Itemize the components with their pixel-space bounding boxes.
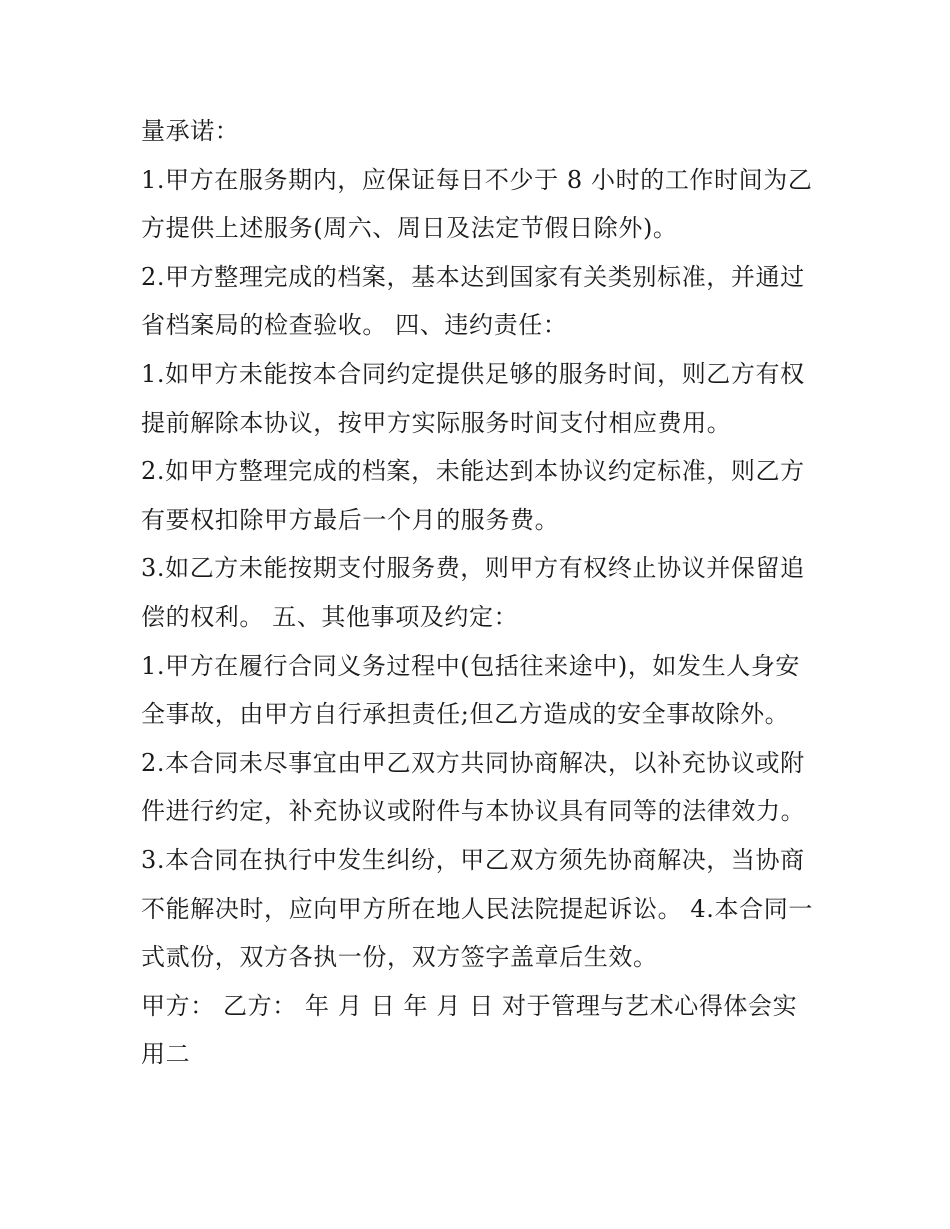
paragraph-signature: 甲方： 乙方： 年 月 日 年 月 日 对于管理与艺术心得体会实用二 — [141, 991, 798, 1069]
paragraph-other-1: 1.甲方在履行合同义务过程中(包括往来途中)，如发生人身安全事故，由甲方自行承担责任;但乙方造成的安全事故除外。 — [141, 651, 801, 729]
document-body — [141, 107, 821, 1079]
paragraph-service-hours: 1.甲方在服务期内，应保证每日不少于 8 小时的工作时间为乙方提供上述服务(周六、周日及法定节假日除外)。 — [141, 165, 813, 243]
paragraph-archive-standard: 2.甲方整理完成的档案，基本达到国家有关类别标准，并通过省档案局的检查验收。 四、违约责任： — [141, 262, 805, 340]
paragraph-breach-2: 2.如甲方整理完成的档案，未能达到本协议约定标准，则乙方有要权扣除甲方最后一个月的服务费。 — [141, 457, 805, 534]
paragraph-other-2: 2.本合同未尽事宜由甲乙双方共同协商解决，以补充协议或附件进行约定，补充协议或附件与本协议具有同等的法律效力。 — [141, 748, 806, 826]
paragraph-commitment-heading: 量承诺： — [141, 117, 240, 145]
paragraph-other-3: 3.本合同在执行中发生纠纷，甲乙双方须先协商解决，当协商不能解决时，应向甲方所在地人民法院提起诉讼。 4.本合同一式贰份，双方各执一份，双方签字盖章后生效。 — [141, 845, 813, 972]
paragraph-breach-3: 3.如乙方未能按期支付服务费，则甲方有权终止协议并保留追偿的权利。 五、其他事项及约定： — [141, 554, 805, 631]
paragraph-breach-1: 1.如甲方未能按本合同约定提供足够的服务时间，则乙方有权提前解除本协议，按甲方实际服务时间支付相应费用。 — [141, 359, 805, 437]
